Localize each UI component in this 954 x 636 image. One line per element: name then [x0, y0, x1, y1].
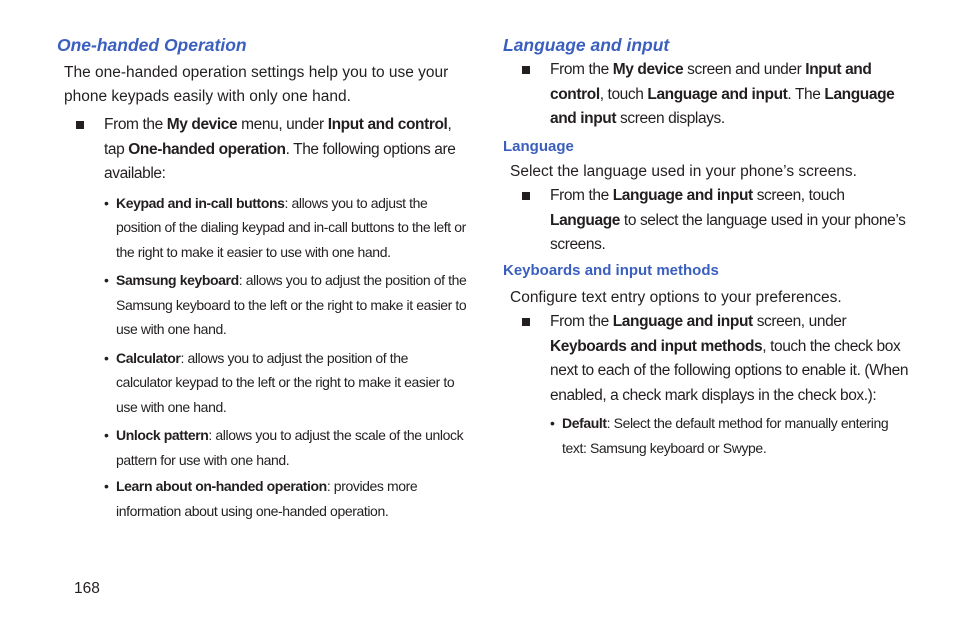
option-desc: : allows you to adjust the position of the calculator keypad to the left or the right to make it easier to use with one hand. — [116, 349, 455, 415]
option-desc: : Select the default method for manually entering text: Samsung keyboard or Swype. — [562, 415, 889, 456]
option-desc: : allows you to adjust the scale of the unlock pattern for use with one hand. — [116, 427, 464, 468]
bold-term: Language and input — [550, 85, 895, 127]
option-term: Learn about on-handed operation — [116, 478, 327, 494]
dot-bullet-icon: • — [550, 415, 555, 431]
bold-term: Input and control — [550, 61, 872, 103]
bold-term: Language — [550, 211, 621, 229]
language-text: Select the language used in your phone’s screens. — [510, 162, 857, 180]
one-handed-intro: The one-handed operation settings help you to use your phone keypads easily with only one hand. — [64, 64, 449, 105]
dot-bullet-icon: • — [104, 349, 109, 366]
left-column — [57, 33, 467, 523]
section-heading-one-handed: One-handed Operation — [57, 35, 247, 55]
option-term: Default — [562, 415, 607, 431]
square-bullet-icon — [76, 121, 84, 129]
option-desc: : allows you to adjust the position of the Samsung keyboard to the left or the right to make it easier to use with one hand. — [116, 272, 467, 337]
option-term: Calculator — [116, 349, 181, 366]
bold-term: Language and input — [612, 313, 753, 330]
square-bullet-icon — [522, 66, 530, 74]
bold-term: Keyboards and input methods — [550, 337, 763, 355]
option-desc: : allows you to adjust the position of the dialing keypad and in-call buttons to the left or the right to make it easier to use with one hand. — [116, 194, 466, 260]
keyboards-text: Configure text entry options to your preferences. — [510, 288, 842, 306]
dot-bullet-icon: • — [104, 194, 109, 211]
option-desc: : provides more information about using one-handed operation. — [116, 478, 418, 519]
option-term: Keypad and in-call buttons — [116, 194, 285, 211]
option-item — [57, 346, 467, 420]
bold-term: Language and input — [647, 85, 788, 103]
bold-term: Input and control — [327, 116, 448, 133]
bold-term: One-handed operation — [128, 140, 286, 158]
subheading-keyboards: Keyboards and input methods — [503, 261, 719, 279]
option-item — [57, 191, 467, 265]
square-bullet-icon — [522, 192, 530, 200]
square-bullet-icon — [522, 318, 530, 326]
option-term: Unlock pattern — [116, 427, 209, 443]
dot-bullet-icon: • — [104, 427, 109, 443]
dot-bullet-icon: • — [104, 272, 109, 288]
dot-bullet-icon: • — [104, 478, 109, 494]
bold-term: My device — [612, 61, 684, 78]
section-heading-language-input: Language and input — [503, 35, 670, 55]
keyboards-step: From the Language and input screen, under Keyboards and input methods, touch the check box next to each of the following options to enable it. (When enabled, a check mark displays in the check box.): — [503, 310, 913, 408]
bold-term: My device — [166, 116, 238, 133]
option-term: Samsung keyboard — [116, 272, 239, 288]
option-item — [57, 268, 467, 342]
right-column — [503, 33, 913, 460]
language-input-step: From the My device screen and under Input and control, touch Language and input. The Language and input screen displays. — [503, 58, 913, 132]
subheading-language: Language — [503, 137, 574, 155]
one-handed-step: From the My device menu, under Input and control, tap One-handed operation. The following options are available: — [57, 113, 467, 187]
page-number: 168 — [74, 580, 100, 597]
language-step: From the Language and input screen, touch Language to select the language used in your phone’s screens. — [503, 184, 913, 258]
option-item — [503, 411, 913, 460]
option-item — [57, 474, 467, 523]
bold-term: Language and input — [612, 187, 753, 204]
option-item — [57, 423, 467, 472]
